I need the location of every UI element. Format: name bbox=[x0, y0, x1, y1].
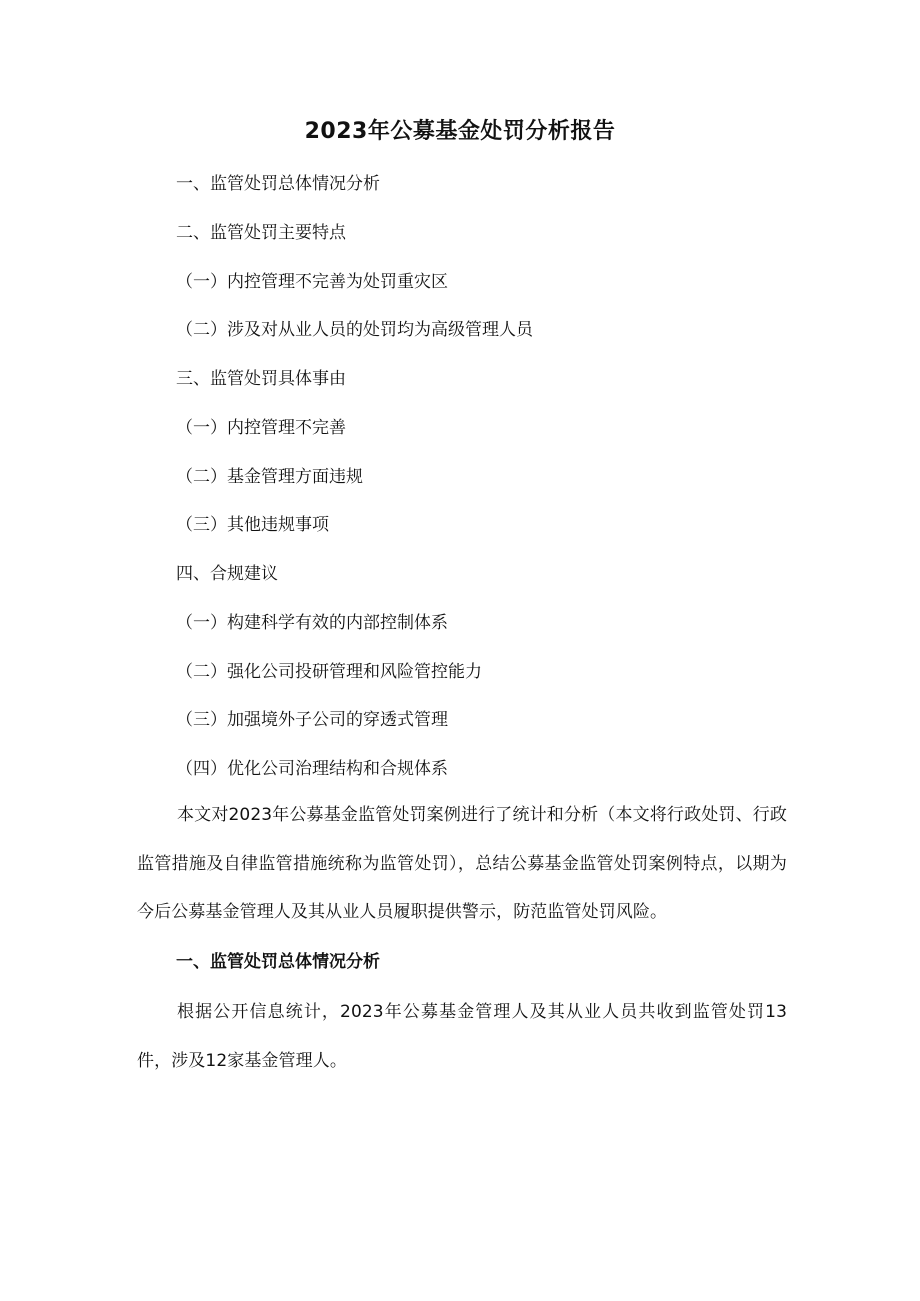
toc-item: （二）强化公司投研管理和风险管控能力 bbox=[176, 661, 482, 682]
toc-item: 一、监管处罚总体情况分析 bbox=[176, 174, 380, 194]
section-heading: 一、监管处罚总体情况分析 bbox=[176, 952, 380, 972]
document-title: 2023年公募基金处罚分析报告 bbox=[304, 119, 616, 144]
toc-item: （一）构建科学有效的内部控制体系 bbox=[176, 612, 448, 633]
section-paragraph: 根据公开信息统计，2023年公募基金管理人及其从业人员共收到监管处罚13件，涉及12家基金管理人。 bbox=[137, 1002, 787, 1071]
toc-item: 二、监管处罚主要特点 bbox=[176, 222, 346, 243]
toc-item: （一）内控管理不完善为处罚重灾区 bbox=[176, 271, 448, 292]
toc-item: （二）基金管理方面违规 bbox=[176, 466, 363, 487]
toc-item: （三）加强境外子公司的穿透式管理 bbox=[176, 710, 448, 731]
toc-item: （四）优化公司治理结构和合规体系 bbox=[176, 759, 448, 779]
toc-item: 三、监管处罚具体事由 bbox=[176, 369, 346, 389]
toc-item: （二）涉及对从业人员的处罚均为高级管理人员 bbox=[176, 320, 533, 341]
intro-paragraph: 本文对2023年公募基金监管处罚案例进行了统计和分析（本文将行政处罚、行政监管措施及自律监管措施统称为监管处罚），总结公募基金监管处罚案例特点，以期为今后公募基金管理人及其从业人员履职提供警示，防范监管处罚风险。 bbox=[137, 805, 787, 922]
toc-item: 四、合规建议 bbox=[176, 564, 278, 584]
table-of-contents bbox=[176, 168, 533, 802]
toc-item: （一）内控管理不完善 bbox=[176, 417, 346, 438]
toc-item: （三）其他违规事项 bbox=[176, 515, 329, 536]
